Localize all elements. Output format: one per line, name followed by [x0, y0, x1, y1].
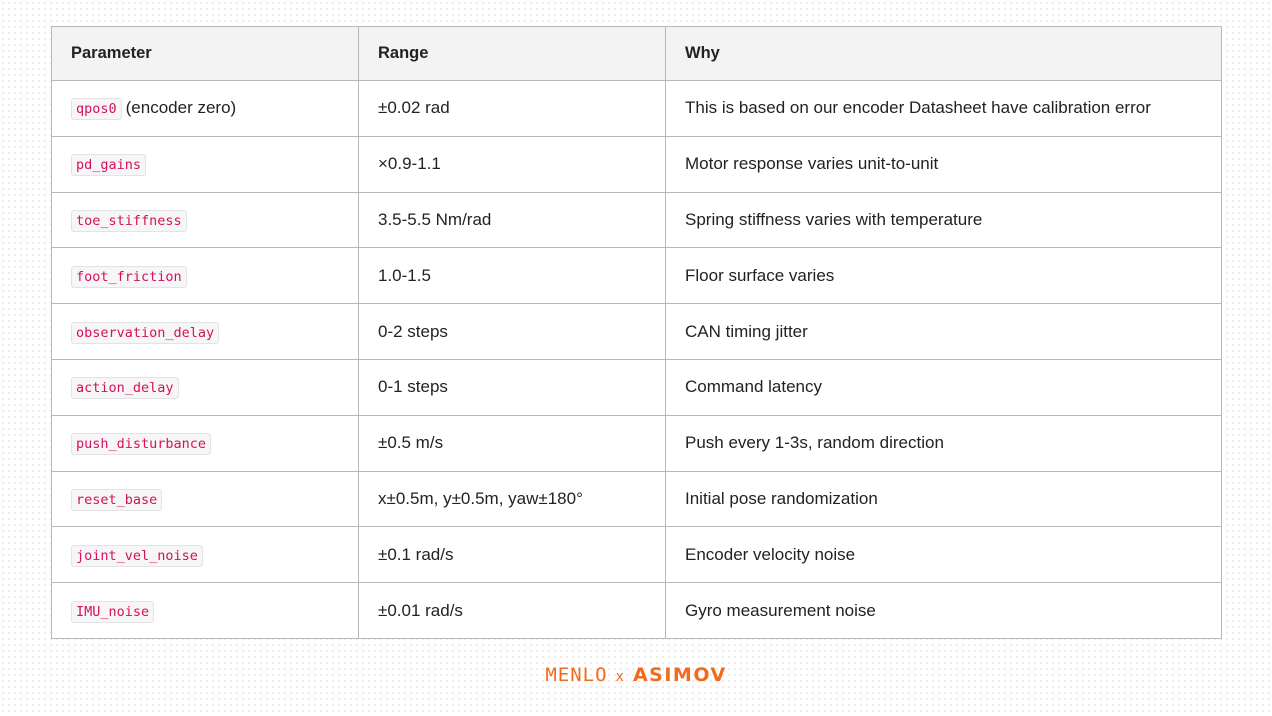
why-cell: CAN timing jitter [666, 304, 1222, 360]
table-row [52, 583, 1222, 639]
param-code: observation_delay [71, 322, 219, 344]
header-range: Range [359, 27, 666, 81]
table-row [52, 192, 1222, 248]
range-cell: x±0.5m, y±0.5m, yaw±180° [359, 471, 666, 527]
range-cell: 0-2 steps [359, 304, 666, 360]
param-code: qpos0 [71, 98, 122, 120]
header-parameter: Parameter [52, 27, 359, 81]
param-cell [52, 248, 359, 304]
why-cell: Gyro measurement noise [666, 583, 1222, 639]
param-code: reset_base [71, 489, 162, 511]
param-cell [52, 192, 359, 248]
param-code: joint_vel_noise [71, 545, 203, 567]
range-cell: 1.0-1.5 [359, 248, 666, 304]
table-row [52, 304, 1222, 360]
table-row [52, 359, 1222, 415]
param-cell [52, 527, 359, 583]
why-cell: This is based on our encoder Datasheet have calibration error [666, 81, 1222, 137]
logo-separator: x [615, 669, 625, 685]
param-code: pd_gains [71, 154, 146, 176]
range-cell: 3.5-5.5 Nm/rad [359, 192, 666, 248]
parameters-table-container [51, 26, 1221, 639]
range-cell: ±0.5 m/s [359, 415, 666, 471]
menlo-logo: MENLO [545, 664, 608, 686]
why-cell: Push every 1-3s, random direction [666, 415, 1222, 471]
table-header-row [52, 27, 1222, 81]
param-cell [52, 304, 359, 360]
param-code: push_disturbance [71, 433, 211, 455]
table-row [52, 248, 1222, 304]
range-cell: ±0.02 rad [359, 81, 666, 137]
param-cell [52, 136, 359, 192]
why-cell: Command latency [666, 359, 1222, 415]
param-code: foot_friction [71, 266, 187, 288]
domain-randomization-table [51, 26, 1222, 639]
param-cell [52, 583, 359, 639]
why-cell: Initial pose randomization [666, 471, 1222, 527]
param-code: action_delay [71, 377, 179, 399]
why-cell: Motor response varies unit-to-unit [666, 136, 1222, 192]
param-code: IMU_noise [71, 601, 154, 623]
param-suffix: (encoder zero) [125, 98, 237, 118]
why-cell: Floor surface varies [666, 248, 1222, 304]
range-cell: ±0.1 rad/s [359, 527, 666, 583]
footer-logo [0, 664, 1272, 687]
param-cell [52, 415, 359, 471]
table-row [52, 471, 1222, 527]
header-why: Why [666, 27, 1222, 81]
range-cell: ×0.9-1.1 [359, 136, 666, 192]
asimov-logo: ASIMOV [632, 664, 727, 686]
range-cell: ±0.01 rad/s [359, 583, 666, 639]
param-code: toe_stiffness [71, 210, 187, 232]
why-cell: Spring stiffness varies with temperature [666, 192, 1222, 248]
why-cell: Encoder velocity noise [666, 527, 1222, 583]
table-row [52, 136, 1222, 192]
param-cell [52, 81, 359, 137]
table-row [52, 81, 1222, 137]
table-row [52, 415, 1222, 471]
param-cell [52, 471, 359, 527]
range-cell: 0-1 steps [359, 359, 666, 415]
param-cell [52, 359, 359, 415]
table-row [52, 527, 1222, 583]
